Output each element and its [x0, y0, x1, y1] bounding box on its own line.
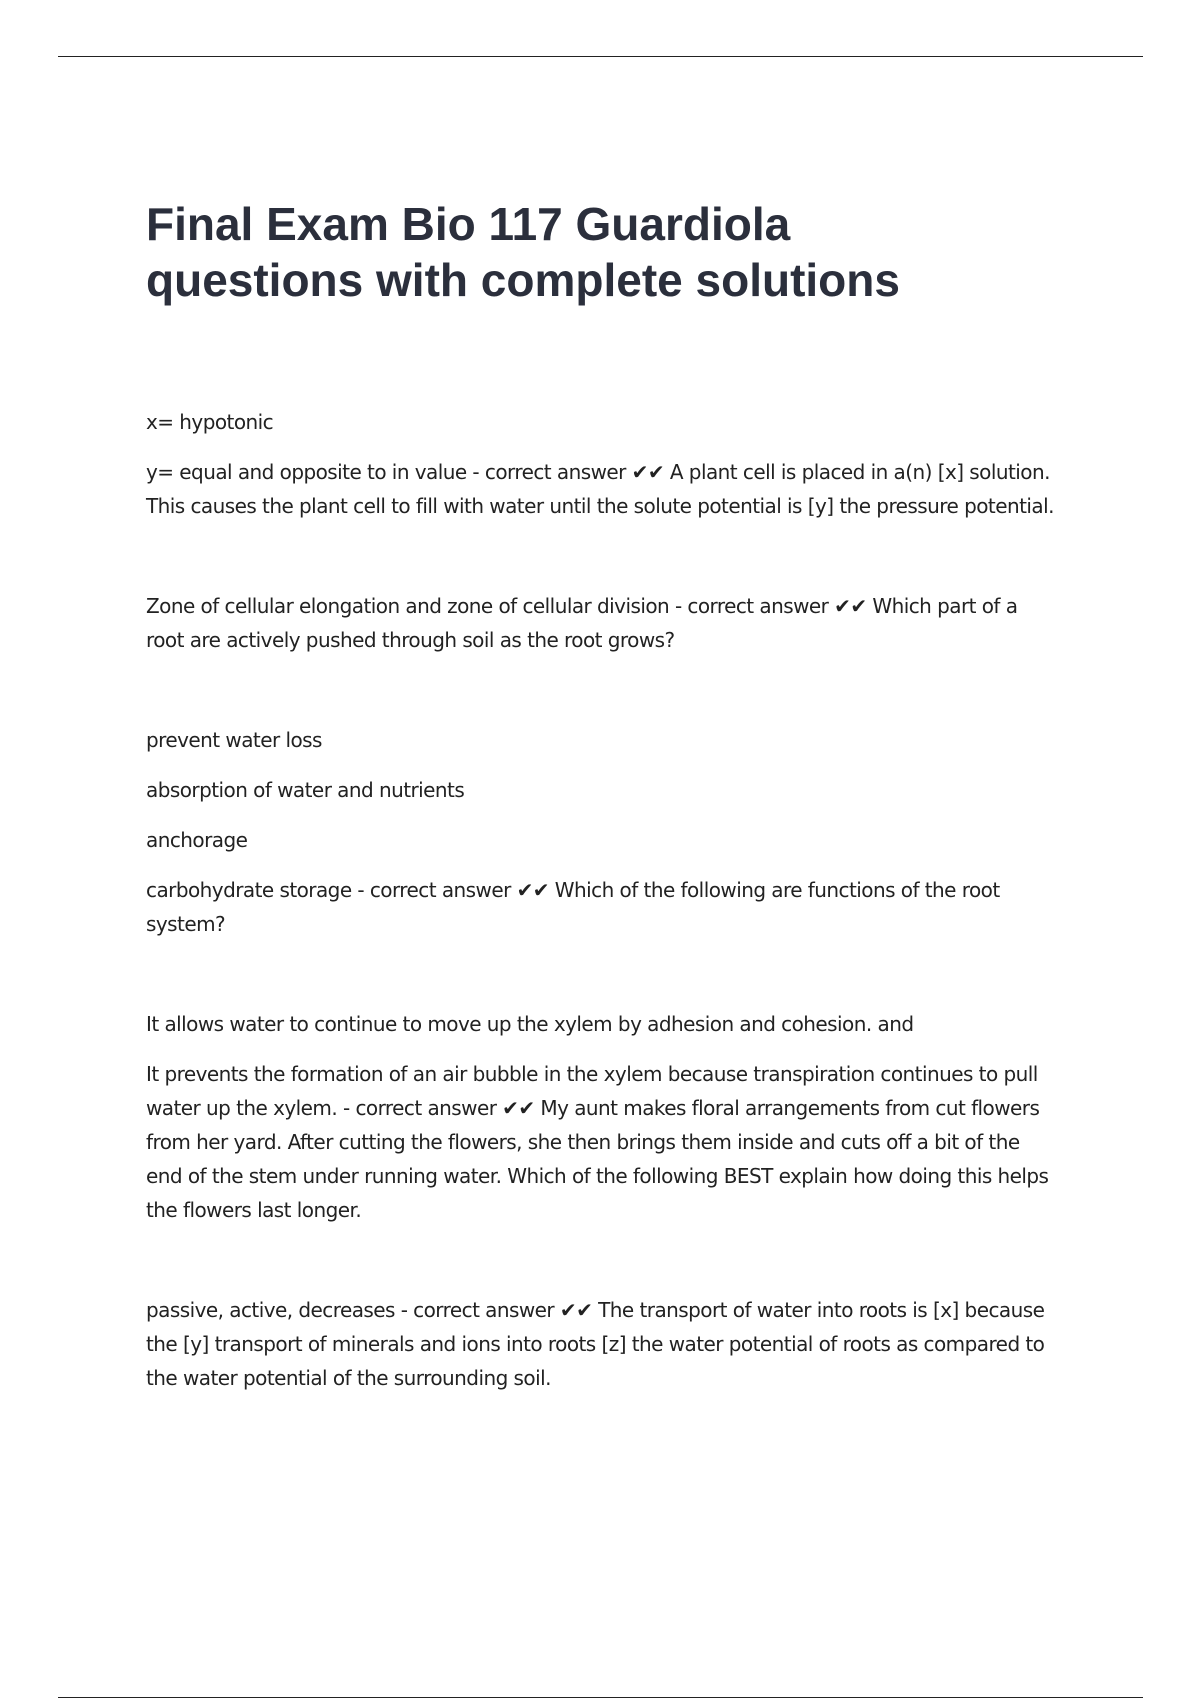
text-line: passive, active, decreases - correct answer ✔✔ The transport of water into roots is [x] because: [146, 1298, 1045, 1322]
paragraph-x-hypotonic: [146, 405, 1096, 439]
bottom-rule: [58, 1697, 1143, 1698]
text-line: absorption of water and nutrients: [146, 778, 465, 802]
text-line: root are actively pushed through soil as the root grows?: [146, 628, 675, 652]
text-line: system?: [146, 912, 226, 936]
text-line: It allows water to continue to move up the xylem by adhesion and cohesion. and: [146, 1012, 914, 1036]
text-line: the flowers last longer.: [146, 1198, 362, 1222]
document-body: [146, 405, 1096, 1395]
paragraph-root-functions-question: [146, 873, 1096, 941]
paragraph-water-transport-question: [146, 1293, 1096, 1395]
paragraph-cut-flowers-question: [146, 1057, 1096, 1227]
paragraph-root-function-1: [146, 723, 1096, 757]
text-line: from her yard. After cutting the flowers, she then brings them inside and cuts off a bit of the: [146, 1130, 1020, 1154]
text-line: This causes the plant cell to fill with water until the solute potential is [y] the pressure potential.: [146, 494, 1054, 518]
paragraph-root-function-3: [146, 823, 1096, 857]
text-line: It prevents the formation of an air bubble in the xylem because transpiration continues to pull: [146, 1062, 1038, 1086]
document-title: [146, 196, 1106, 308]
top-rule: [58, 56, 1143, 57]
text-line: y= equal and opposite to in value - correct answer ✔✔ A plant cell is placed in a(n) [x] solution.: [146, 460, 1050, 484]
text-line: x= hypotonic: [146, 410, 274, 434]
text-line: water up the xylem. - correct answer ✔✔ My aunt makes floral arrangements from cut flowers: [146, 1096, 1040, 1120]
paragraph-root-function-2: [146, 773, 1096, 807]
paragraph-plant-cell-question: [146, 455, 1096, 523]
title-line: questions with complete solutions: [146, 254, 900, 306]
paragraph-xylem-answer-1: [146, 1007, 1096, 1041]
text-line: carbohydrate storage - correct answer ✔✔ Which of the following are functions of the root: [146, 878, 1000, 902]
text-line: prevent water loss: [146, 728, 322, 752]
text-line: the [y] transport of minerals and ions into roots [z] the water potential of roots as compared to: [146, 1332, 1045, 1356]
text-line: Zone of cellular elongation and zone of cellular division - correct answer ✔✔ Which part of a: [146, 594, 1018, 618]
title-line: Final Exam Bio 117 Guardiola: [146, 198, 791, 250]
text-line: the water potential of the surrounding soil.: [146, 1366, 551, 1390]
paragraph-root-zones-question: [146, 589, 1096, 657]
text-line: anchorage: [146, 828, 248, 852]
text-line: end of the stem under running water. Which of the following BEST explain how doing this helps: [146, 1164, 1049, 1188]
